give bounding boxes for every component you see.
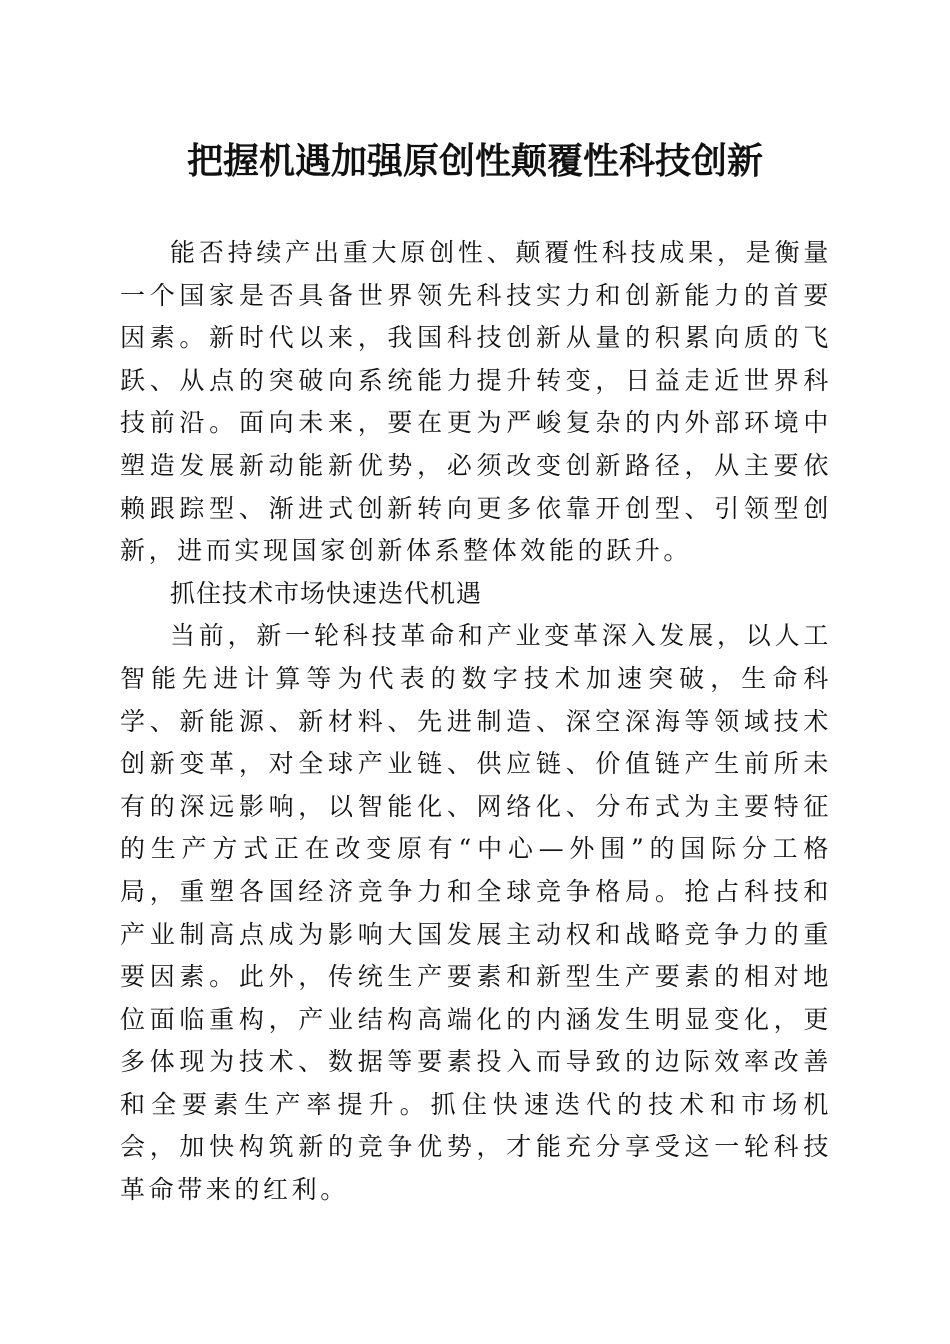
section-heading: 抓住技术市场快速迭代机遇	[170, 578, 483, 608]
document-body	[120, 232, 832, 1212]
intro-paragraph: 能否持续产出重大原创性、颠覆性科技成果，是衡量一个国家是否具备世界领先科技实力和创新能力的首要因素。新时代以来，我国科技创新从量的积累向质的飞跃、从点的突破向系统能力提升转变，日益走近世界科技前沿。面向未来，要在更为严峻复杂的内外部环境中塑造发展新动能新优势，必须改变创新路径，从主要依赖跟踪型、渐进式创新转向更多依靠开创型、引领型创新，进而实现国家创新体系整体效能的跃升。	[120, 238, 832, 566]
document-title: 把握机遇加强原创性颠覆性科技创新	[186, 140, 763, 182]
section-paragraph: 当前，新一轮科技革命和产业变革深入发展，以人工智能先进计算等为代表的数字技术加速突破，生命科学、新能源、新材料、先进制造、深空深海等领域技术创新变革，对全球产业链、供应链、价值链产生前所未有的深远影响，以智能化、网络化、分布式为主要特征的生产方式正在改变原有“中心—外围”的国际分工格局，重塑各国经济竞争力和全球竞争格局。抢占科技和产业制高点成为影响大国发展主动权和战略竞争力的重要因素。此外，传统生产要素和新型生产要素的相对地位面临重构，产业结构高端化的内涵发生明显变化，更多体现为技术、数据等要素投入而导致的边际效率改善和全要素生产率提升。抓住快速迭代的技术和市场机会，加快构筑新的竞争优势，才能充分享受这一轮科技革命带来的红利。	[120, 621, 832, 1205]
